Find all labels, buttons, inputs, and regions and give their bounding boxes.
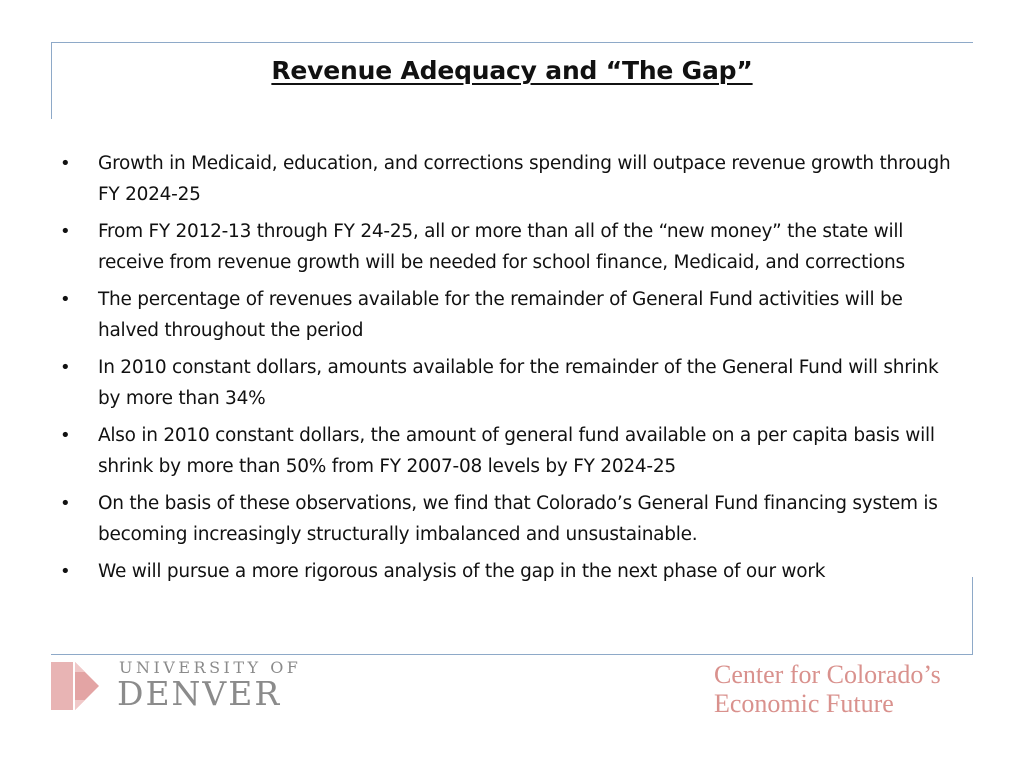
bullet-item (60, 488, 960, 550)
bullet-dot: • (60, 357, 71, 378)
bullet-item (60, 284, 960, 346)
bullet-dot: • (60, 425, 71, 446)
bullet-item (60, 216, 960, 278)
frame-bottom-line (51, 654, 973, 655)
bullet-list (60, 148, 960, 593)
ccef-logo-line2: Economic Future (714, 689, 894, 718)
bullet-text: Growth in Medicaid, education, and corrections spending will outpace revenue growth through FY 2024-25 (98, 153, 951, 205)
bullet-text: In 2010 constant dollars, amounts available for the remainder of the General Fund will shrink by more than 34% (98, 357, 939, 409)
bullet-item (60, 556, 960, 587)
bullet-text: From FY 2012-13 through FY 24-25, all or more than all of the “new money” the state will receive from revenue growth will be needed for school finance, Medicaid, and corrections (98, 221, 905, 273)
slide-title: Revenue Adequacy and “The Gap” (271, 56, 753, 85)
bullet-dot: • (60, 561, 71, 582)
frame-right-line (972, 577, 973, 654)
ccef-logo-line1: Center for Colorado’s (714, 660, 941, 689)
bullet-dot: • (60, 493, 71, 514)
frame-top-line (51, 42, 973, 43)
bullet-text: Also in 2010 constant dollars, the amount of general fund available on a per capita basis will shrink by more than 50% from FY 2007-08 levels by FY 2024-25 (98, 425, 935, 477)
bullet-item (60, 420, 960, 482)
bullet-dot: • (60, 289, 71, 310)
bullet-text: The percentage of revenues available for the remainder of General Fund activities will be halved throughout the period (98, 289, 903, 341)
du-logo-line2: DENVER (117, 674, 282, 713)
center-colorado-economic-future-logo (714, 660, 984, 718)
bullet-item (60, 352, 960, 414)
bullet-dot: • (60, 221, 71, 242)
du-mark-icon (51, 660, 101, 712)
bullet-dot: • (60, 153, 71, 174)
bullet-text: On the basis of these observations, we find that Colorado’s General Fund financing system is becoming increasingly structurally imbalanced and unsustainable. (98, 493, 938, 545)
university-of-denver-logo (51, 660, 311, 712)
du-logo-line1: UNIVERSITY OF (119, 658, 302, 677)
bullet-text: We will pursue a more rigorous analysis of the gap in the next phase of our work (98, 561, 826, 582)
bullet-item (60, 148, 960, 210)
